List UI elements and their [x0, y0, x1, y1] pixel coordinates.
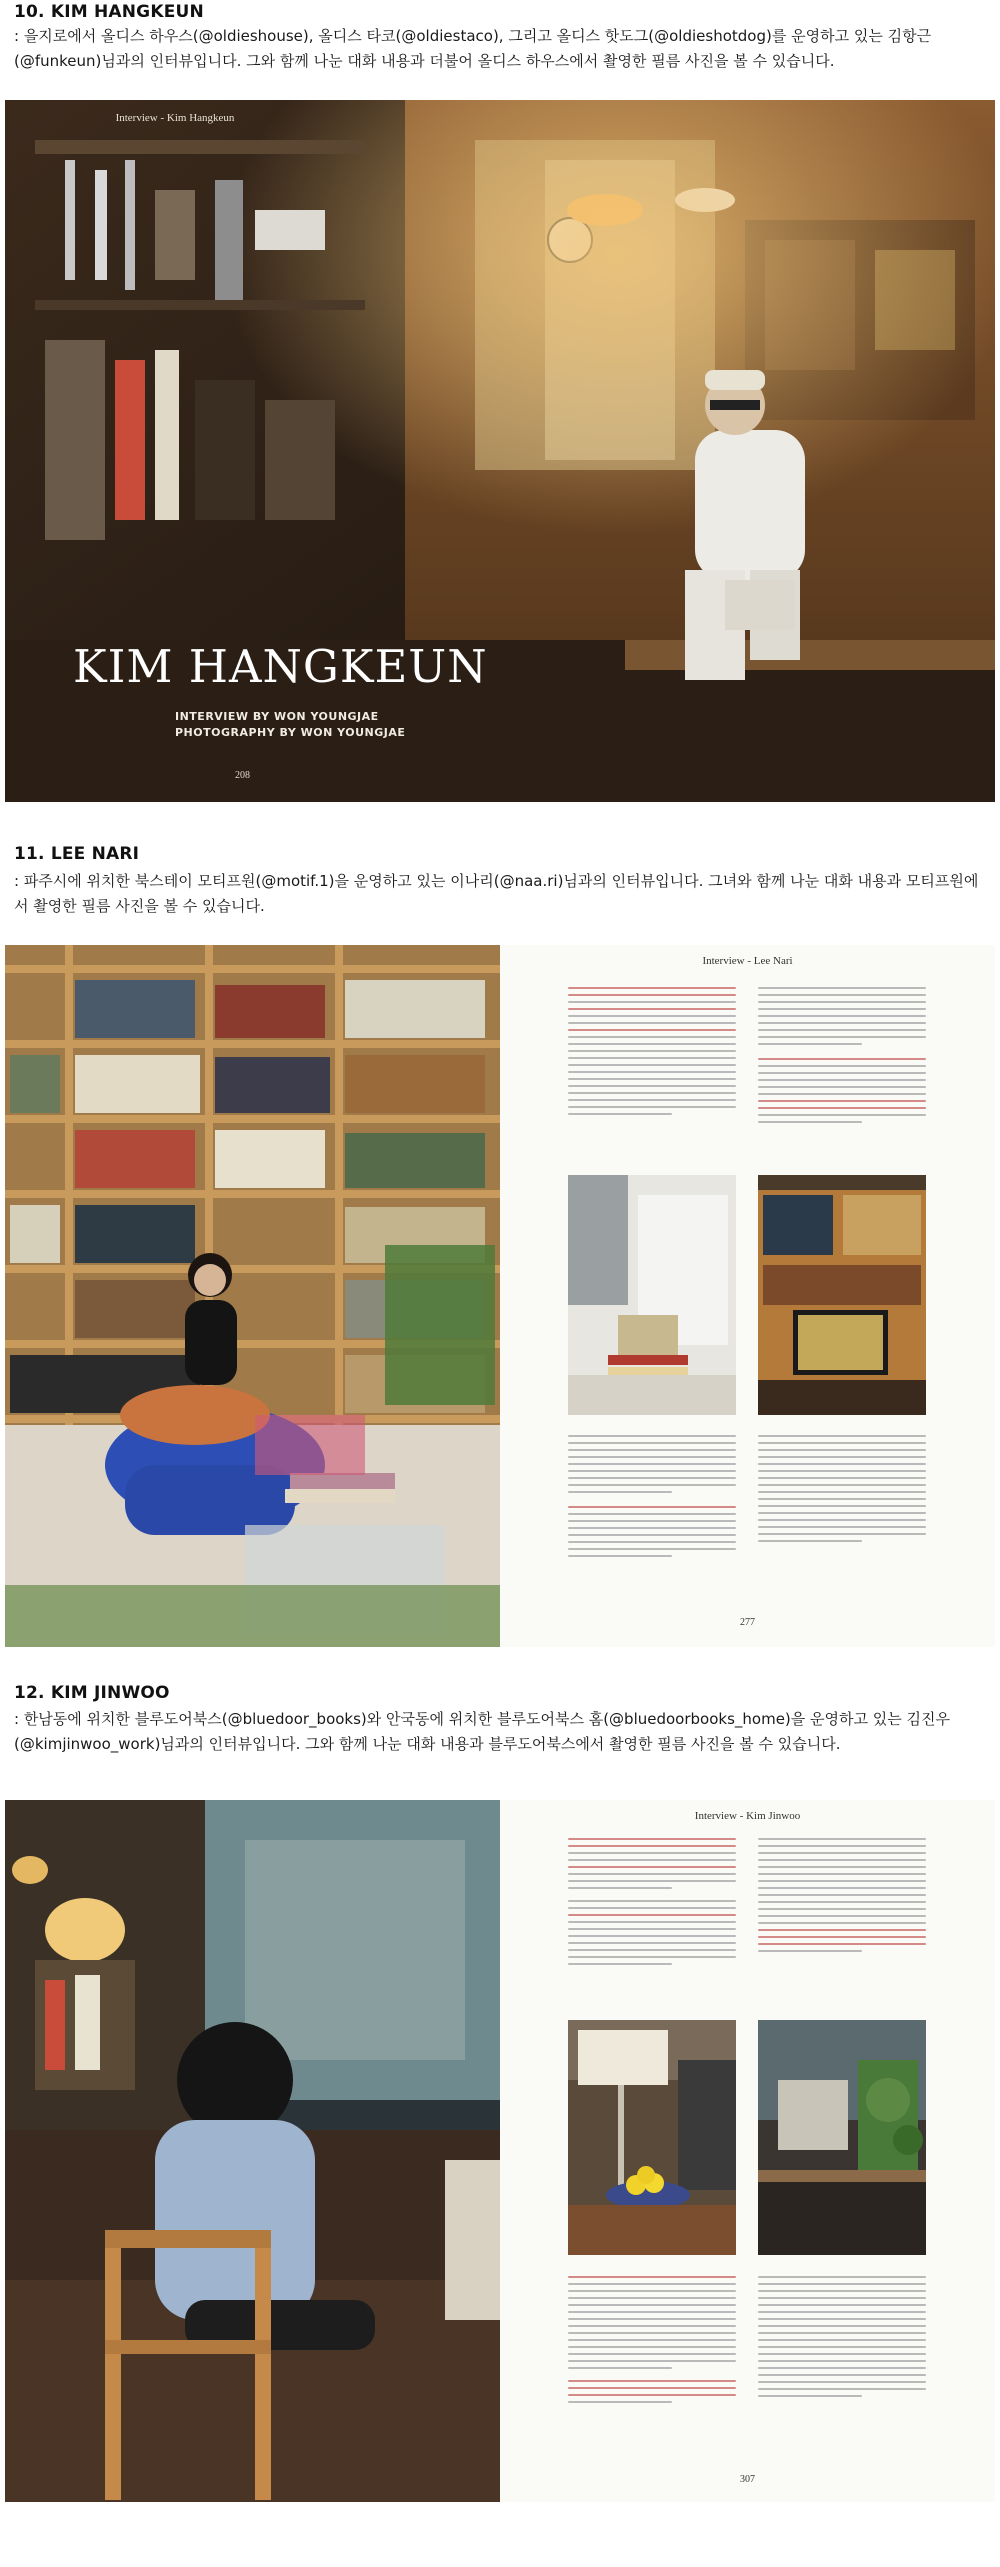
page-number: 307 — [740, 2474, 755, 2485]
text-column-left-top — [568, 1838, 736, 1970]
page-number: 208 — [235, 770, 250, 781]
feature-name: KIM HANGKEUN — [73, 640, 488, 693]
running-head: Interview - Kim Hangkeun — [115, 112, 235, 124]
page-number: 277 — [740, 1617, 755, 1628]
bookshelf-portrait-photo — [5, 945, 500, 1647]
section-title-kim-hangkeun: 10. KIM HANGKEUN — [14, 2, 204, 22]
section-description-kim-hangkeun: : 을지로에서 올디스 하우스(@oldieshouse), 올디스 타코(@oldiestaco), 그리고 올디스 핫도그(@oldieshotdog)를 운영하고 있는 김항근(@funkeun)님과의 인터뷰입니다. 그와 함께 나눈 대화 내용과 더불어 올디스 하우스에서 촬영한 필름 사진을 볼 수 있습니다. — [14, 27, 932, 70]
bookshelf-tv-photo — [758, 1175, 926, 1415]
photo-kim-hangkeun — [5, 100, 995, 802]
magazine-page-307 — [500, 1800, 995, 2502]
running-head: Interview - Kim Jinwoo — [694, 1810, 801, 1822]
text-column-right-bottom — [758, 1435, 926, 1547]
reading-man-photo — [5, 1800, 500, 2502]
running-head: Interview - Lee Nari — [702, 955, 793, 967]
section-description-kim-jinwoo: : 한남동에 위치한 블루도어북스(@bluedoor_books)와 안국동에 위치한 블루도어북스 홈(@bluedoorbooks_home)을 운영하고 있는 김진우(@kimjinwoo_work)님과의 인터뷰입니다. 그와 함께 나눈 대화 내용과 블루도어북스에서 촬영한 필름 사진을 볼 수 있습니다. — [14, 1710, 950, 1753]
magazine-page-277 — [500, 945, 995, 1647]
lamp-fruit-photo — [568, 2020, 736, 2255]
desk-plant-photo — [758, 2020, 926, 2255]
text-column-right-top — [758, 987, 926, 1128]
text-column-left-bottom — [568, 2276, 736, 2408]
cafe-interior-photo — [5, 100, 995, 802]
photography-credit: PHOTOGRAPHY BY WON YOUNGJAE — [175, 726, 406, 739]
text-column-left-top — [568, 987, 736, 1120]
spread-lee-nari — [5, 945, 995, 1647]
section-title-lee-nari: 11. LEE NARI — [14, 844, 140, 864]
text-column-right-bottom — [758, 2276, 926, 2402]
studio-photo-left — [568, 1175, 736, 1415]
text-column-right-top — [758, 1838, 926, 1957]
section-title-kim-jinwoo: 12. KIM JINWOO — [14, 1683, 170, 1703]
section-description-lee-nari: : 파주시에 위치한 북스테이 모티프원(@motif.1)을 운영하고 있는 이나리(@naa.ri)님과의 인터뷰입니다. 그녀와 함께 나눈 대화 내용과 모티프원에서 촬영한 필름 사진을 볼 수 있습니다. — [14, 872, 979, 915]
interview-credit: INTERVIEW BY WON YOUNGJAE — [175, 710, 379, 723]
text-column-left-bottom — [568, 1435, 736, 1562]
spread-kim-jinwoo — [5, 1800, 995, 2502]
